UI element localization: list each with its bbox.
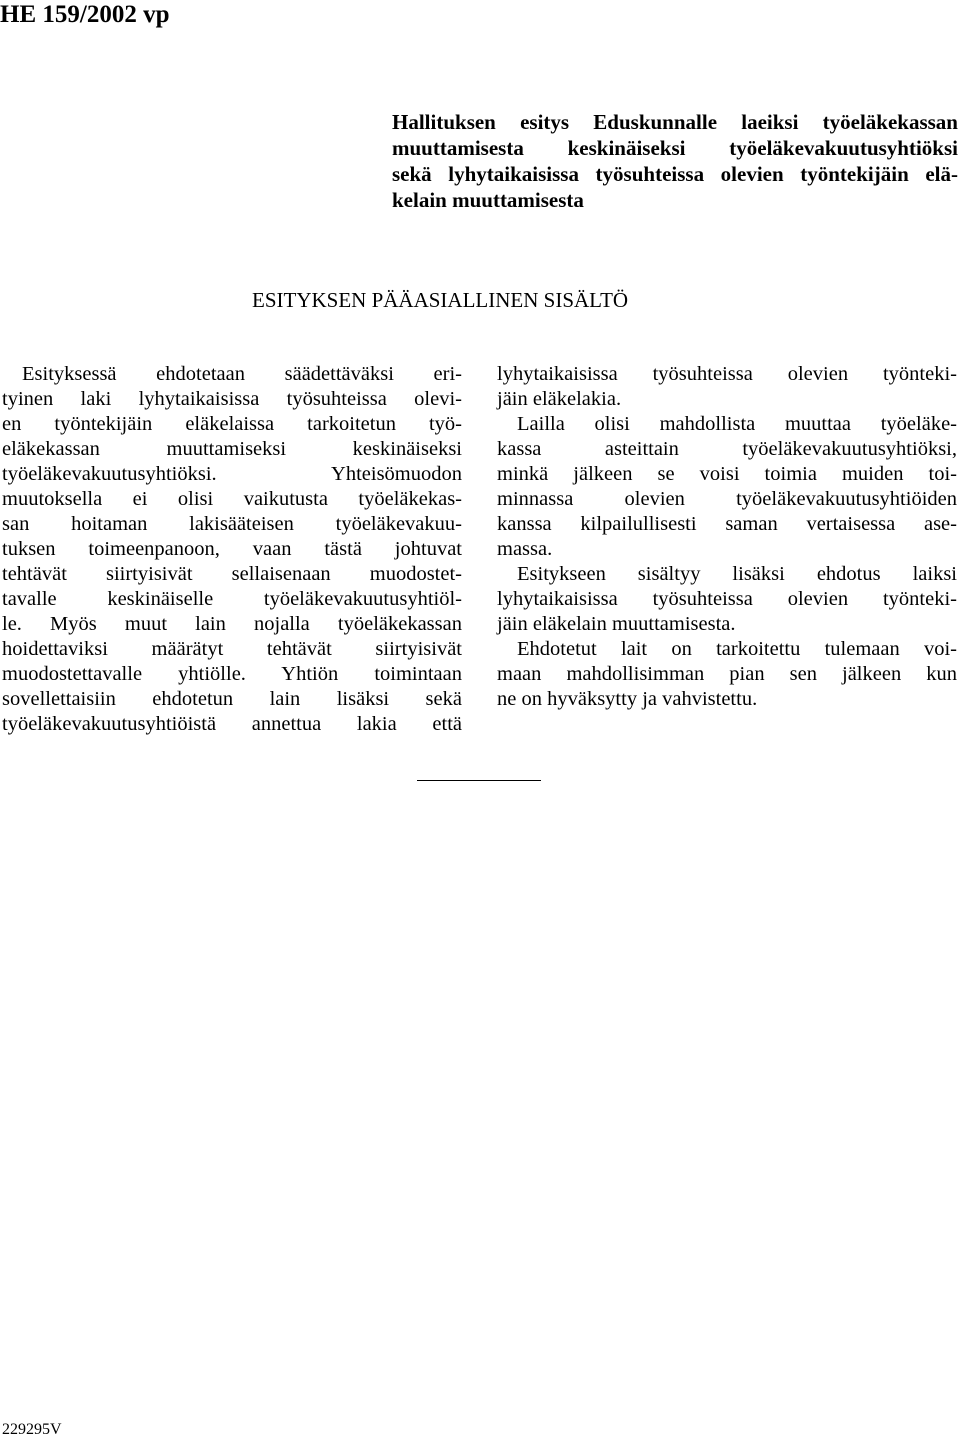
document-title xyxy=(392,109,958,213)
text-line: minkä jälkeen se voisi toimia muiden toi- xyxy=(497,463,957,485)
text-line: Esityksessä ehdotetaan säädettäväksi eri- xyxy=(22,363,462,385)
text-line: Esitykseen sisältyy lisäksi ehdotus laiksi xyxy=(517,563,957,585)
text-line: en työntekijäin eläkelaissa tarkoitetun työ- xyxy=(2,413,462,435)
footer-code: 229295V xyxy=(2,1421,62,1438)
text-line: le. Myös muut lain nojalla työeläkekassan xyxy=(2,613,462,635)
text-line: muutoksella ei olisi vaikutusta työeläkekas- xyxy=(2,488,462,510)
text-line: Ehdotetut lait on tarkoitettu tulemaan voi- xyxy=(517,638,957,660)
document-id: HE 159/2002 vp xyxy=(0,1,170,28)
text-line: san hoitaman lakisääteisen työeläkevakuu- xyxy=(2,513,462,535)
text-line: sovellettaisiin ehdotetun lain lisäksi sekä xyxy=(2,688,462,710)
text-line: jäin eläkelakia. xyxy=(497,388,622,410)
text-line: maan mahdollisimman pian sen jälkeen kun xyxy=(497,663,957,685)
text-line: lyhytaikaisissa työsuhteissa olevien työnteki- xyxy=(497,588,957,610)
section-separator xyxy=(417,780,541,781)
text-line: minnassa olevien työeläkevakuutusyhtiöiden xyxy=(497,488,957,510)
text-line: tuksen toimeenpanoon, vaan tästä johtuvat xyxy=(2,538,462,560)
text-line: muodostettavalle yhtiölle. Yhtiön toimintaan xyxy=(2,663,462,685)
title-line: muuttamisesta keskinäiseksi työeläkevakuutusyhtiöksi xyxy=(392,136,958,160)
text-line: tavalle keskinäiselle työeläkevakuutusyhtiöl- xyxy=(2,588,462,610)
text-line: Lailla olisi mahdollista muuttaa työeläke- xyxy=(517,413,957,435)
text-line: kassa asteittain työeläkevakuutusyhtiöksi, xyxy=(497,438,957,460)
text-line: kanssa kilpailullisesti saman vertaisessa ase- xyxy=(497,513,957,535)
text-line: eläkekassan muuttamiseksi keskinäiseksi xyxy=(2,438,462,460)
title-line: sekä lyhytaikaisissa työsuhteissa olevien työntekijäin elä- xyxy=(392,162,958,186)
title-line: kelain muuttamisesta xyxy=(392,188,584,212)
text-line: työeläkevakuutusyhtiöistä annettua lakia että xyxy=(2,713,462,735)
text-line: jäin eläkelain muuttamisesta. xyxy=(497,613,736,635)
text-line: tehtävät siirtyisivät sellaisenaan muodostet- xyxy=(2,563,462,585)
text-line: lyhytaikaisissa työsuhteissa olevien työnteki- xyxy=(497,363,957,385)
title-line: Hallituksen esitys Eduskunnalle laeiksi työeläkekassan xyxy=(392,110,958,134)
left-column xyxy=(2,362,462,737)
section-heading: ESITYKSEN PÄÄASIALLINEN SISÄLTÖ xyxy=(252,288,629,312)
text-line: hoidettaviksi määrätyt tehtävät siirtyisivät xyxy=(2,638,462,660)
text-line: ne on hyväksytty ja vahvistettu. xyxy=(497,688,758,710)
text-line: massa. xyxy=(497,538,553,560)
text-line: työeläkevakuutusyhtiöksi. Yhteisömuodon xyxy=(2,463,462,485)
text-line: tyinen laki lyhytaikaisissa työsuhteissa olevi- xyxy=(2,388,462,410)
right-column xyxy=(497,362,957,712)
